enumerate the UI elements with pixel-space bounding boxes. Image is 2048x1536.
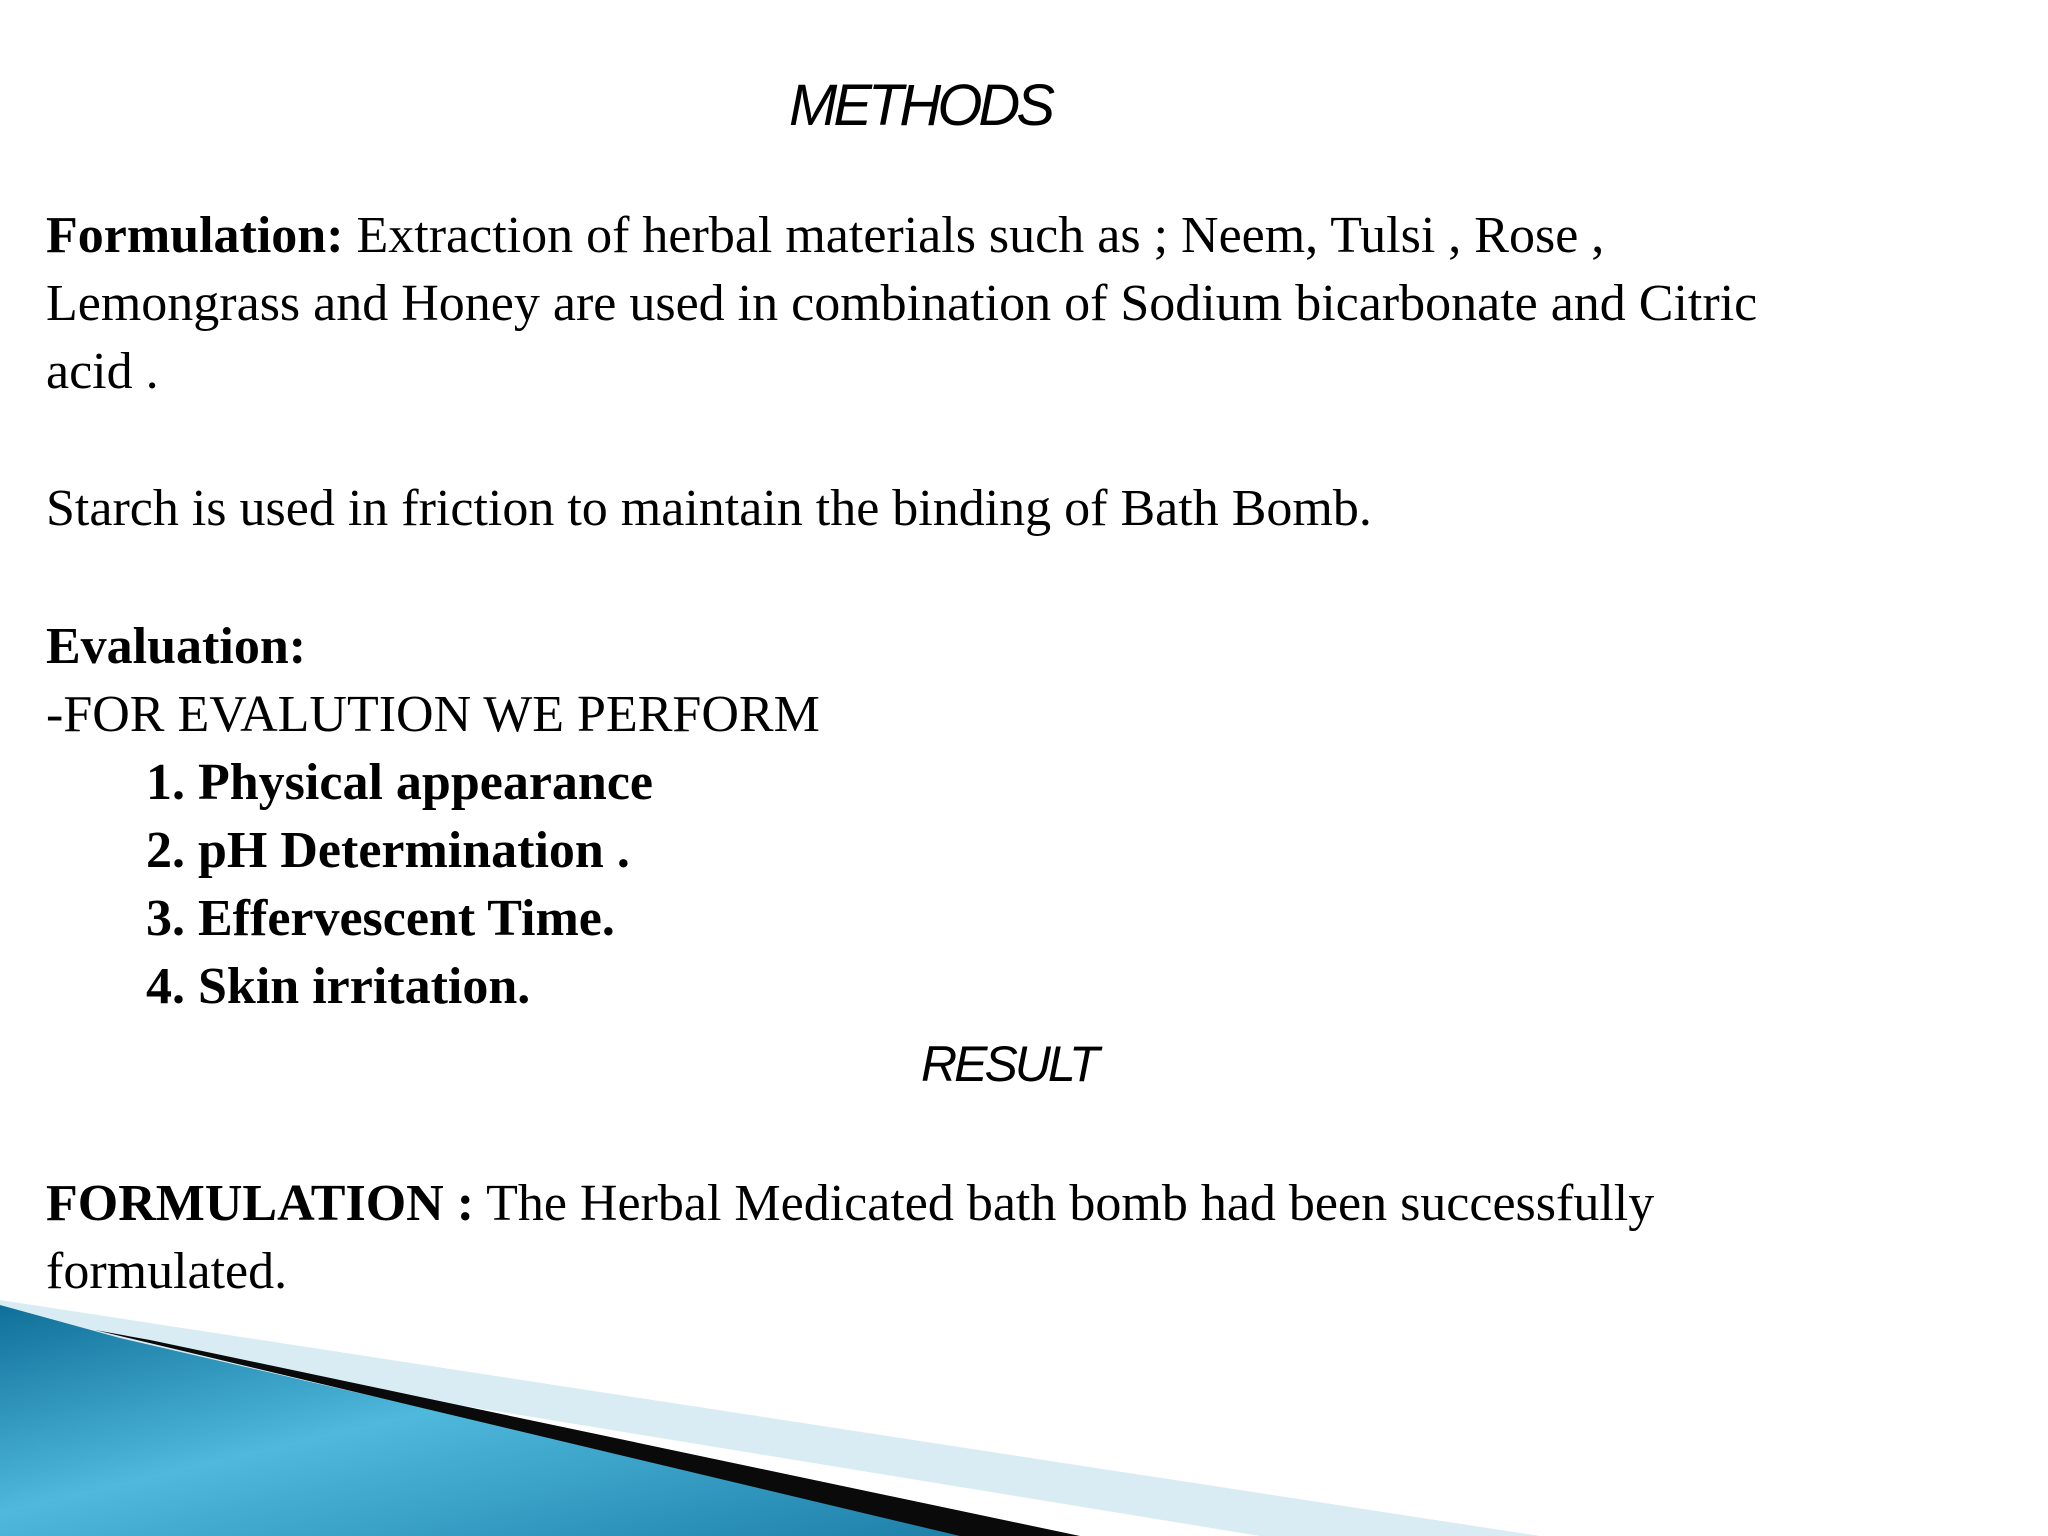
evaluation-item: 3. Effervescent Time. [146, 890, 615, 947]
formulation-line-2: Lemongrass and Honey are used in combination of Sodium bicarbonate and Citric [46, 275, 1758, 332]
result-line-1 [46, 1170, 1654, 1238]
formulation-paragraph [46, 202, 1757, 406]
result-text-1: The Herbal Medicated bath bomb had been successfully [474, 1175, 1655, 1232]
evaluation-item: 4. Skin irritation. [146, 958, 531, 1015]
starch-paragraph [46, 475, 1372, 543]
formulation-label: Formulation: [46, 207, 344, 264]
evaluation-label: Evaluation: [46, 618, 307, 675]
evaluation-intro: -FOR EVALUTION WE PERFORM [46, 686, 820, 743]
evaluation-item: 2. pH Determination . [146, 822, 630, 879]
evaluation-item: 1. Physical appearance [146, 754, 653, 811]
swoosh-blue-band [0, 1305, 980, 1536]
swoosh-dark-band [95, 1330, 1080, 1536]
starch-text: Starch is used in friction to maintain the binding of Bath Bomb. [46, 480, 1372, 537]
result-line-2: formulated. [46, 1243, 288, 1300]
evaluation-section [46, 613, 820, 1021]
result-label: FORMULATION : [46, 1175, 475, 1232]
formulation-line-3: acid . [46, 343, 159, 400]
formulation-line-1 [46, 202, 1757, 270]
methods-heading: METHODS [789, 73, 1051, 138]
result-heading: RESULT [921, 1036, 1097, 1092]
swoosh-light-band [0, 1300, 1540, 1536]
formulation-text-1: Extraction of herbal materials such as ; Neem, Tulsi , Rose , [343, 207, 1605, 264]
result-paragraph [46, 1170, 1654, 1306]
